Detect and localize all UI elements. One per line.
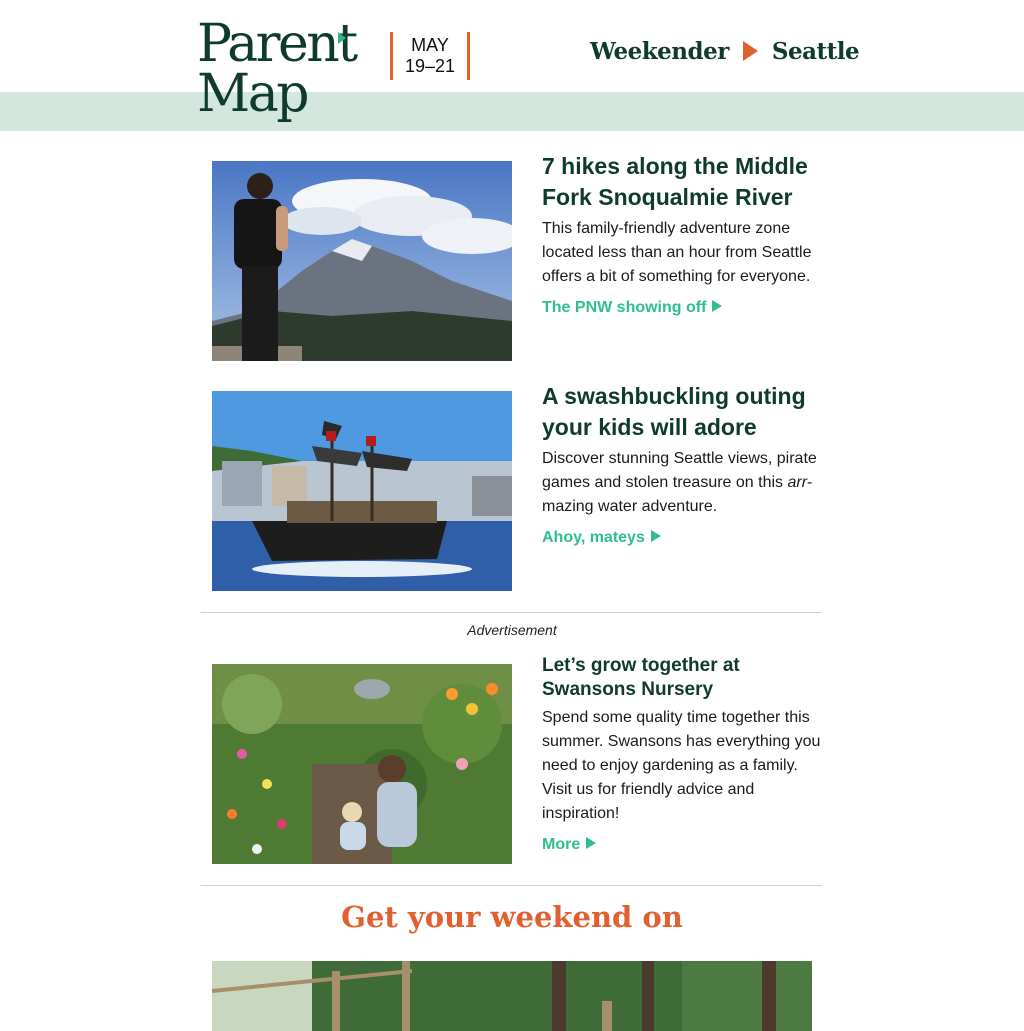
article-link[interactable] (542, 529, 661, 547)
article-title[interactable]: A swashbuckling outing your kids will adore (542, 383, 806, 440)
section-title: Get your weekend on (341, 900, 683, 934)
play-arrow-icon (712, 300, 722, 312)
issue-days: 19–21 (404, 56, 456, 76)
header-band (0, 92, 1024, 131)
ad-link[interactable] (542, 836, 596, 854)
article-description: This family-friendly adventure zone located less than an hour from Seattle offers a bit of something for everyone. (542, 220, 812, 285)
newsletter-title (590, 38, 859, 65)
article-description (542, 447, 827, 519)
article-text (542, 151, 827, 317)
description-part: Discover stunning Seattle views, pirate games and stolen treasure on this (542, 450, 817, 491)
advertisement-label: Advertisement (467, 622, 557, 638)
divider (201, 885, 822, 886)
article-link-label: The PNW showing off (542, 299, 707, 316)
ad-text (542, 654, 827, 854)
play-arrow-icon (743, 41, 758, 61)
newsletter-name: Weekender (590, 38, 729, 65)
article-link-label: Ahoy, mateys (542, 529, 645, 546)
issue-date (390, 32, 470, 80)
ad-description: Spend some quality time together this summer. Swansons has everything you need to enjoy gardening as a family. Visit us for friendly advice and inspiration! (542, 709, 821, 822)
logo-word-map: Map (197, 64, 308, 124)
logo-play-icon (338, 32, 346, 44)
article-text (542, 381, 827, 547)
play-arrow-icon (651, 530, 661, 542)
ad-link-label: More (542, 836, 581, 853)
article-image-pirate-ship[interactable] (212, 391, 512, 591)
description-part: -mazing water adventure. (542, 474, 813, 515)
newsletter-city: Seattle (771, 38, 860, 65)
ad-title[interactable]: Let’s grow together at Swansons Nursery (542, 655, 740, 700)
parentmap-logo[interactable] (197, 14, 356, 124)
article-image-hiker-mountain[interactable] (212, 161, 512, 361)
description-emphasis: arr (787, 474, 808, 491)
ad-image-garden[interactable] (212, 664, 512, 864)
article-link[interactable] (542, 299, 722, 317)
logo-word-parent: Parent (197, 14, 356, 74)
issue-month: MAY (411, 35, 449, 55)
article-title[interactable]: 7 hikes along the Middle Fork Snoqualmie River (542, 153, 808, 210)
section-image-playground[interactable] (212, 961, 812, 1031)
play-arrow-icon (586, 837, 596, 849)
divider (201, 612, 822, 613)
